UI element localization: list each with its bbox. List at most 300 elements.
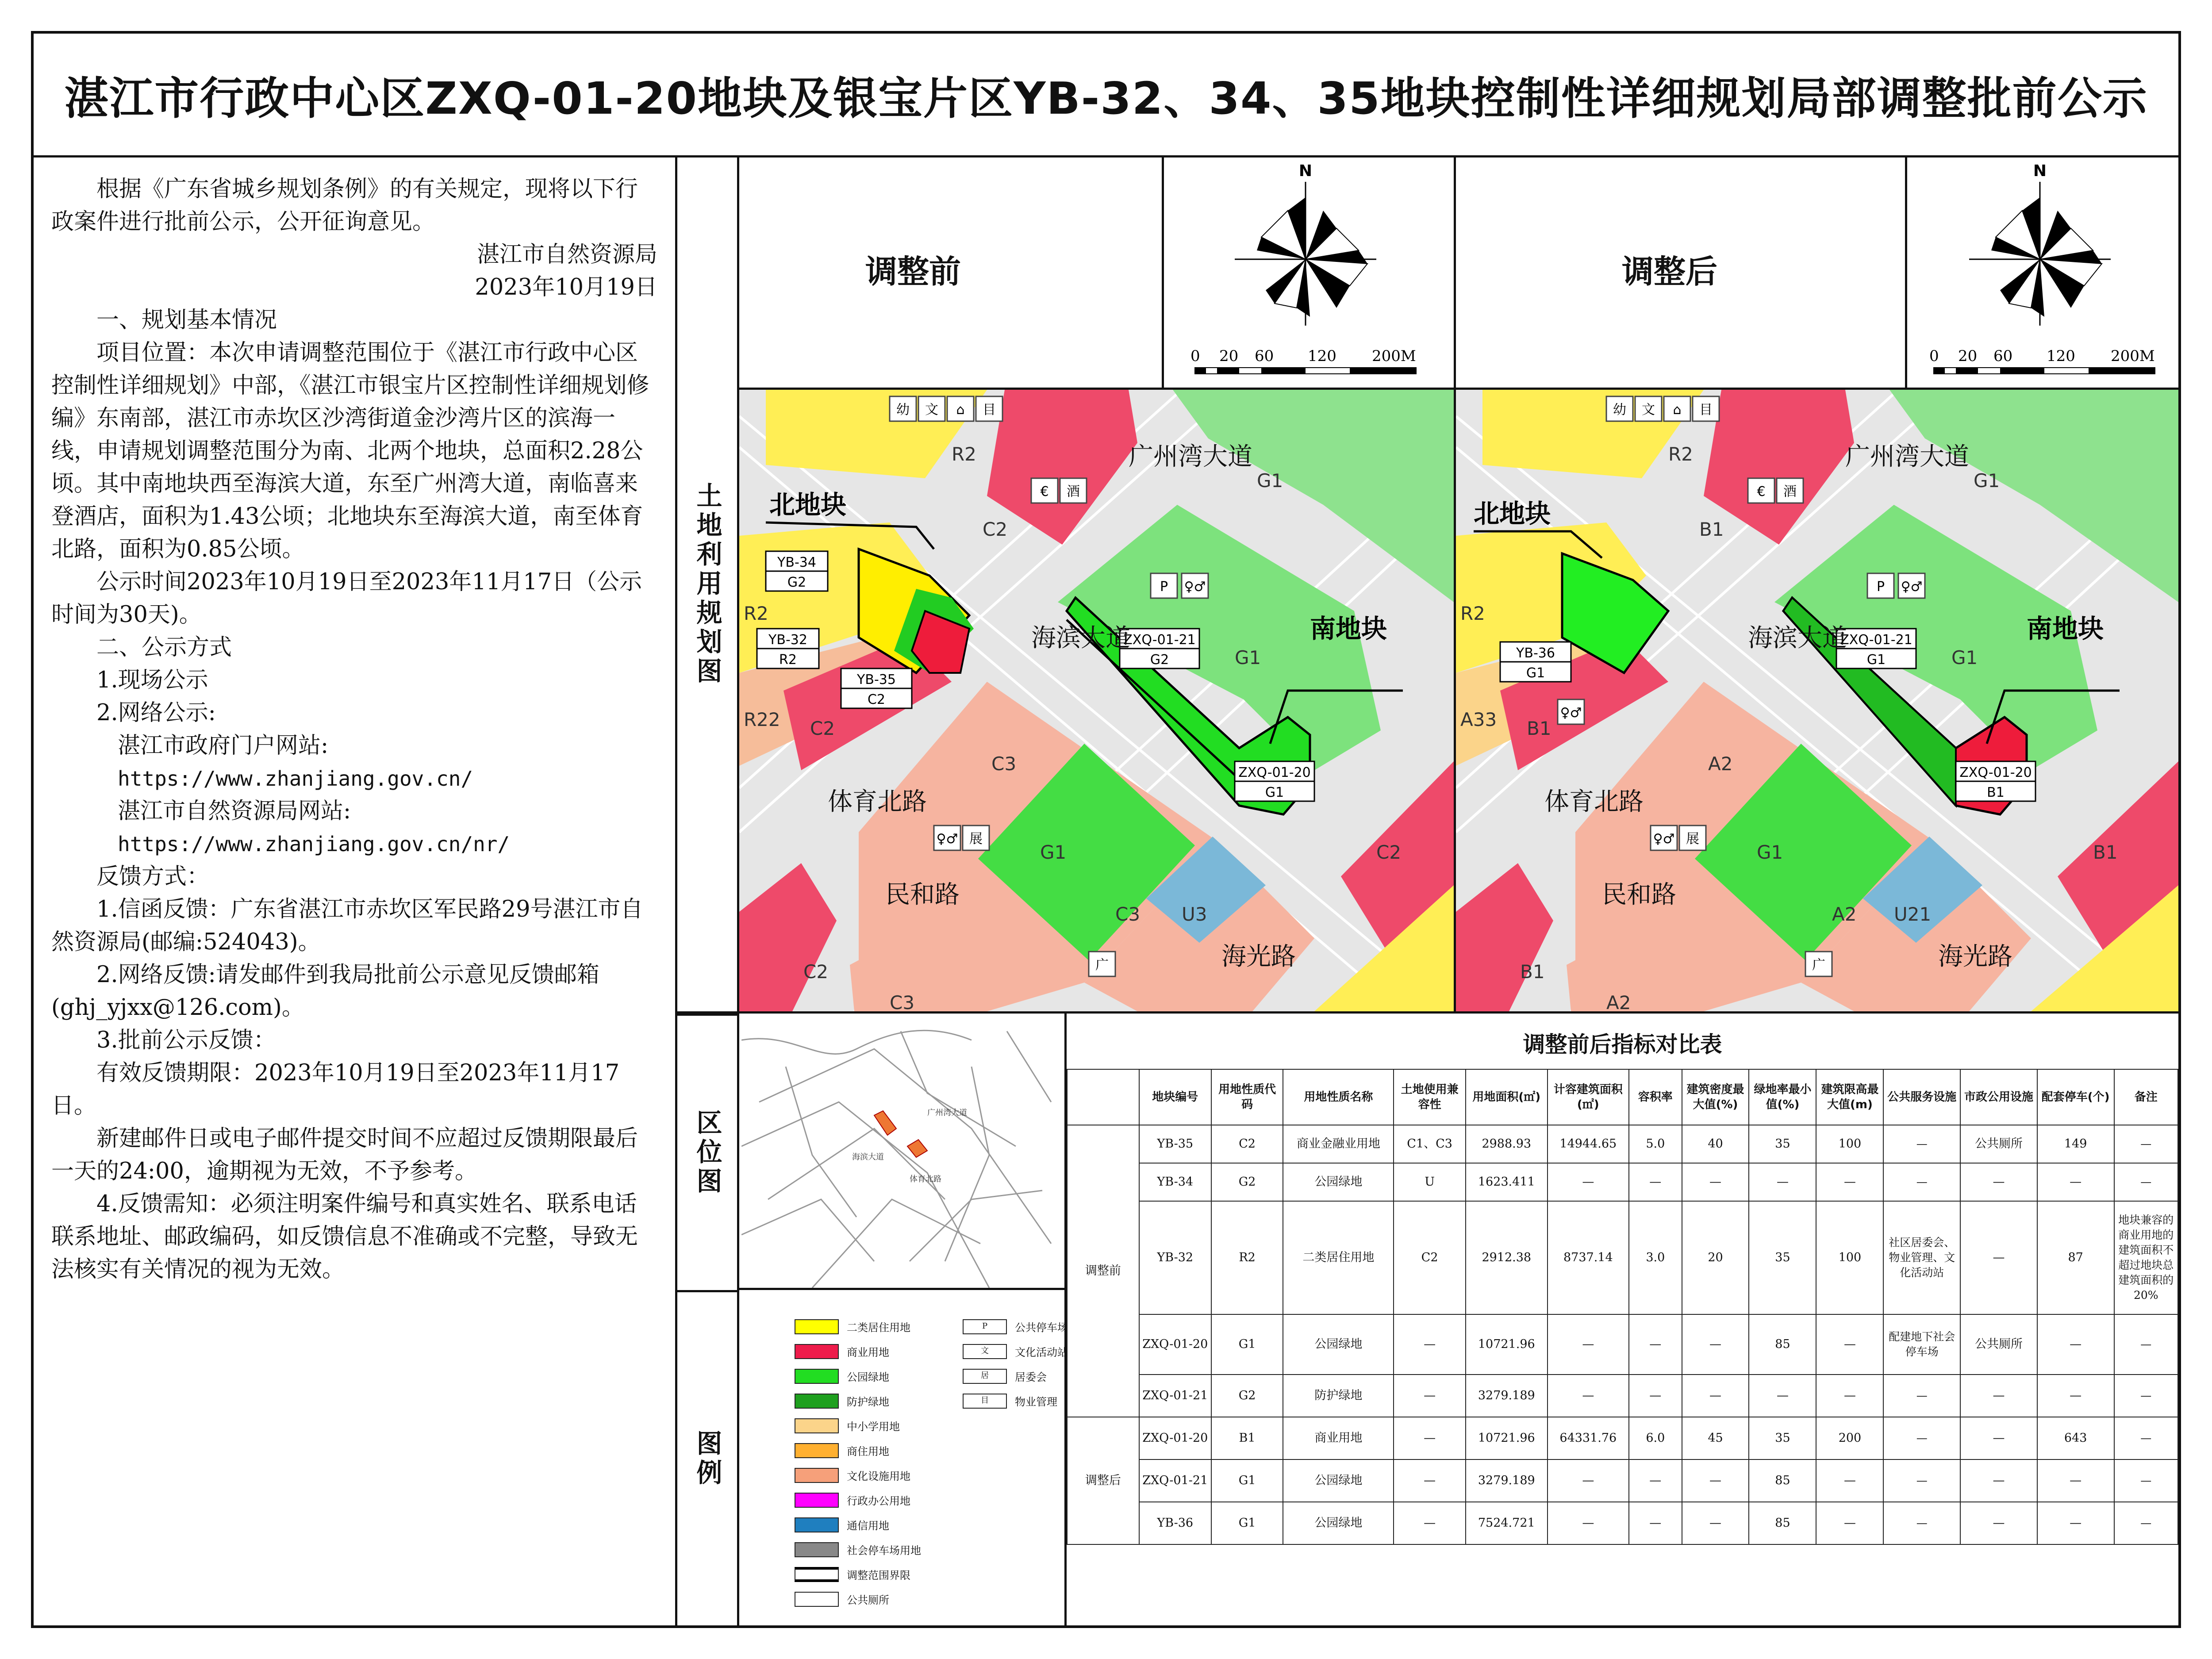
svg-text:C3: C3 <box>991 753 1017 775</box>
legend-swatch <box>795 1443 839 1458</box>
svg-text:R2: R2 <box>1460 603 1485 624</box>
svg-text:♀♂: ♀♂ <box>1901 579 1923 595</box>
svg-text:P: P <box>1876 579 1885 595</box>
svg-text:文: 文 <box>1642 402 1655 418</box>
nr-site-link[interactable]: https://www.zhanjiang.gov.cn/nr/ <box>118 832 510 856</box>
table-cell: 100 <box>1816 1125 1883 1163</box>
section-1-heading: 一、规划基本情况 <box>96 307 277 333</box>
table-cell: — <box>1682 1459 1749 1502</box>
legend-label: 通信用地 <box>847 1520 889 1532</box>
table-cell: YB-35 <box>1139 1125 1211 1163</box>
svg-text:B1: B1 <box>1527 718 1551 739</box>
table-cell: 二类居住用地 <box>1283 1201 1394 1314</box>
table-cell: 公共厕所 <box>1960 1314 2037 1375</box>
svg-text:C2: C2 <box>803 961 829 983</box>
table-cell: — <box>1629 1163 1682 1201</box>
table-cell: 35 <box>1749 1125 1816 1163</box>
table-cell: YB-34 <box>1139 1163 1211 1201</box>
north-label: N <box>1298 162 1313 180</box>
svg-text:幼: 幼 <box>896 402 910 418</box>
table-cell: 643 <box>2037 1417 2114 1459</box>
svg-text:ZXQ-01-20: ZXQ-01-20 <box>1238 765 1311 780</box>
table-cell: 2912.38 <box>1466 1201 1548 1314</box>
table-cell: 防护绿地 <box>1283 1375 1394 1417</box>
table-cell: 公园绿地 <box>1283 1314 1394 1375</box>
svg-text:⌂: ⌂ <box>956 402 965 418</box>
svg-text:G1: G1 <box>1526 665 1545 681</box>
legend-swatch <box>795 1319 839 1334</box>
legend-icon-item <box>963 1393 1057 1409</box>
table-cell: C2 <box>1211 1125 1283 1163</box>
table-cell: — <box>1960 1201 2037 1314</box>
svg-text:体育北路: 体育北路 <box>910 1175 941 1184</box>
table-cell: — <box>1394 1417 1466 1459</box>
table-header-cell: 公共服务设施 <box>1883 1069 1960 1125</box>
svg-text:G1: G1 <box>1951 647 1978 668</box>
table-cell: 公园绿地 <box>1283 1459 1394 1502</box>
label-location: 区位图 <box>677 1014 739 1290</box>
table-cell: — <box>1629 1459 1682 1502</box>
notice-period: 公示时间2023年10月19日至2023年11月17日（公示时间为30天)。 <box>51 569 642 628</box>
legend-swatch <box>795 1493 839 1508</box>
method-onsite: 1.现场公示 <box>96 667 208 693</box>
svg-text:广州湾大道: 广州湾大道 <box>927 1108 967 1118</box>
table-cell: G1 <box>1211 1502 1283 1544</box>
legend-item <box>795 1344 889 1359</box>
table-row <box>1067 1125 2178 1163</box>
legend-label: 二类居住用地 <box>847 1321 910 1334</box>
table-row <box>1067 1375 2178 1417</box>
svg-text:广: 广 <box>1095 957 1109 973</box>
svg-text:民和路: 民和路 <box>1602 880 1676 909</box>
table-header-cell: 用地面积(㎡) <box>1466 1069 1548 1125</box>
map-before <box>739 390 1454 1011</box>
table-cell: G1 <box>1211 1314 1283 1375</box>
legend-swatch <box>795 1369 839 1384</box>
table-cell: 87 <box>2037 1201 2114 1314</box>
map-after <box>1456 390 2178 1011</box>
table-cell: 85 <box>1749 1314 1816 1375</box>
table-cell: 配建地下社会停车场 <box>1883 1314 1960 1375</box>
svg-text:海滨大道: 海滨大道 <box>852 1152 884 1162</box>
method-online: 2.网络公示: <box>96 700 216 726</box>
table-group-label: 调整后 <box>1067 1417 1139 1544</box>
legend-item <box>795 1517 889 1532</box>
svg-text:♀♂: ♀♂ <box>936 831 958 847</box>
table-cell: — <box>1883 1163 1960 1201</box>
table-cell: 7524.721 <box>1466 1502 1548 1544</box>
table-cell: ZXQ-01-21 <box>1139 1375 1211 1417</box>
table-cell: — <box>2114 1459 2178 1502</box>
svg-text:文: 文 <box>925 402 938 418</box>
legend-label: 公共厕所 <box>847 1594 889 1606</box>
svg-text:体育北路: 体育北路 <box>828 787 927 816</box>
table-title: 调整前后指标对比表 <box>1523 1032 1722 1057</box>
legend-item <box>795 1467 910 1483</box>
legend-item <box>795 1319 910 1334</box>
table-cell: 100 <box>1816 1201 1883 1314</box>
table-cell: — <box>1960 1417 2037 1459</box>
svg-text:酒: 酒 <box>1067 484 1080 499</box>
legend-label: 中小学用地 <box>847 1421 900 1433</box>
south-block-label: 南地块 <box>2027 614 2104 644</box>
table-cell: — <box>1816 1314 1883 1375</box>
table-cell: 200 <box>1816 1417 1883 1459</box>
svg-text:60: 60 <box>1255 347 1274 365</box>
table-cell: — <box>1548 1459 1629 1502</box>
table-cell: 10721.96 <box>1466 1417 1548 1459</box>
table-cell: 3.0 <box>1629 1201 1682 1314</box>
table-cell: 6.0 <box>1629 1417 1682 1459</box>
label-legend: 图例 <box>677 1290 739 1625</box>
svg-text:海光路: 海光路 <box>1938 942 2012 971</box>
issue-date: 2023年10月19日 <box>475 274 657 300</box>
table-cell: — <box>1629 1375 1682 1417</box>
svg-text:20: 20 <box>1958 347 1978 365</box>
legend-swatch <box>795 1468 839 1483</box>
table-cell: 85 <box>1749 1502 1816 1544</box>
legend-icon-label: 居委会 <box>1015 1371 1047 1383</box>
table-cell: — <box>2114 1502 2178 1544</box>
table-cell: 社区居委会、物业管理、文化活动站 <box>1883 1201 1960 1314</box>
legend-icon: 文 <box>963 1344 1007 1359</box>
legend-item <box>795 1393 889 1409</box>
legend-icon: 目 <box>963 1394 1007 1409</box>
table-cell: B1 <box>1211 1417 1283 1459</box>
svg-text:U3: U3 <box>1182 903 1207 925</box>
north-block-label: 北地块 <box>1474 499 1551 529</box>
table-row <box>1067 1163 2178 1201</box>
issuer: 湛江市自然资源局 <box>476 242 657 268</box>
north-label: N <box>2033 162 2047 180</box>
table-cell: 1623.411 <box>1466 1163 1548 1201</box>
table-cell: 公园绿地 <box>1283 1163 1394 1201</box>
svg-text:G1: G1 <box>1866 652 1886 668</box>
svg-text:G1: G1 <box>1235 647 1261 668</box>
table-header-cell: 配套停车(个) <box>2037 1069 2114 1125</box>
svg-text:⌂: ⌂ <box>1673 402 1682 418</box>
table-cell: — <box>1394 1459 1466 1502</box>
table-cell: — <box>1883 1125 1960 1163</box>
table-cell: — <box>1548 1314 1629 1375</box>
legend-item <box>795 1591 889 1607</box>
svg-text:A33: A33 <box>1460 709 1497 730</box>
svg-text:广州湾大道: 广州湾大道 <box>1845 442 1969 471</box>
project-location: 项目位置：本次申请调整范围位于《湛江市行政中心区控制性详细规划》中部，《湛江市银宝片区控制性详细规划修编》东南部，湛江市赤坎区沙湾街道金沙湾片区的滨海一线，申请规划调整范围分为南、北两个地块，总面积2.28公顷。其中南地块西至海滨大道，东至广州湾大道，南临喜来登酒店，面积为1.43公顷；北地块东至海滨大道，南至体育北路，面积为0.85公顷。 <box>51 340 649 562</box>
svg-text:0: 0 <box>1190 347 1200 365</box>
svg-text:广州湾大道: 广州湾大道 <box>1129 442 1252 471</box>
table-cell: — <box>1682 1314 1749 1375</box>
table-cell: YB-32 <box>1139 1201 1211 1314</box>
table-cell: 商业金融业用地 <box>1283 1125 1394 1163</box>
nr-site-label: 湛江市自然资源局网站: <box>118 798 351 824</box>
svg-text:♀♂: ♀♂ <box>1184 579 1206 595</box>
svg-text:YB-32: YB-32 <box>768 632 807 648</box>
table-cell: 公共厕所 <box>1960 1125 2037 1163</box>
table-cell: — <box>1816 1163 1883 1201</box>
table-cell: — <box>1749 1375 1816 1417</box>
table-cell: — <box>1883 1502 1960 1544</box>
svg-text:€: € <box>1040 484 1049 499</box>
table-cell: — <box>2114 1125 2178 1163</box>
table-cell: — <box>2037 1163 2114 1201</box>
table-cell: — <box>1883 1459 1960 1502</box>
svg-text:目: 目 <box>1699 402 1713 418</box>
legend-item <box>795 1368 889 1384</box>
svg-text:ZXQ-01-21: ZXQ-01-21 <box>1840 632 1912 648</box>
table-header-cell: 市政公用设施 <box>1960 1069 2037 1125</box>
compass-rose-before <box>1164 157 1454 388</box>
svg-text:120: 120 <box>1308 347 1336 365</box>
svg-text:YB-35: YB-35 <box>857 672 896 687</box>
table-cell: — <box>1749 1163 1816 1201</box>
table-cell: — <box>1883 1417 1960 1459</box>
feedback-deadline: 新建邮件日或电子邮件提交时间不应超过反馈期限最后一天的24:00，逾期视为无效，不予参考。 <box>51 1125 638 1184</box>
svg-text:♀♂: ♀♂ <box>1560 705 1582 721</box>
gov-site-label: 湛江市政府门户网站: <box>118 733 329 759</box>
table-cell: — <box>1816 1459 1883 1502</box>
legend-icon-item <box>963 1344 1068 1359</box>
svg-text:G1: G1 <box>1265 785 1284 800</box>
feedback-email: 2.网络反馈:请发邮件到我局批前公示意见反馈邮箱(ghj_yjxx@126.com)。 <box>51 962 599 1021</box>
section-2-heading: 二、公示方式 <box>96 634 232 661</box>
svg-text:ZXQ-01-20: ZXQ-01-20 <box>1959 765 2032 780</box>
svg-text:广: 广 <box>1812 957 1825 973</box>
table-cell: — <box>1960 1502 2037 1544</box>
table-cell: ZXQ-01-20 <box>1139 1314 1211 1375</box>
svg-text:R2: R2 <box>779 652 797 668</box>
svg-text:YB-34: YB-34 <box>777 555 816 570</box>
table-cell: ZXQ-01-21 <box>1139 1459 1211 1502</box>
legend-label: 公园绿地 <box>847 1371 889 1383</box>
legend-icon-item <box>963 1319 1068 1334</box>
feedback-heading: 反馈方式： <box>96 864 210 890</box>
indicator-table <box>1067 1069 2178 1545</box>
table-cell: — <box>2037 1459 2114 1502</box>
table-cell: — <box>1960 1459 2037 1502</box>
table-cell: — <box>2114 1163 2178 1201</box>
intro: 根据《广东省城乡规划条例》的有关规定，现将以下行政案件进行批前公示，公开征询意见。 <box>51 176 638 235</box>
feedback-notes: 4.反馈需知：必须注明案件编号和真实姓名、联系电话联系地址、邮政编码，如反馈信息不准确或不完整，导致无法核实有关情况的视为无效。 <box>51 1191 638 1283</box>
svg-text:ZXQ-01-21: ZXQ-01-21 <box>1123 632 1196 648</box>
svg-text:A2: A2 <box>1606 992 1631 1011</box>
table-header-cell: 用地性质代码 <box>1211 1069 1283 1125</box>
legend-item <box>795 1418 900 1433</box>
table-cell: ZXQ-01-20 <box>1139 1417 1211 1459</box>
table-cell: 20 <box>1682 1201 1749 1314</box>
table-cell: 10721.96 <box>1466 1314 1548 1375</box>
svg-text:C3: C3 <box>890 992 915 1011</box>
table-cell: — <box>1682 1502 1749 1544</box>
svg-text:200M: 200M <box>2111 347 2155 365</box>
table-cell: — <box>1883 1375 1960 1417</box>
table-cell: — <box>1816 1375 1883 1417</box>
table-cell: U <box>1394 1163 1466 1201</box>
legend-icon-item <box>963 1368 1047 1384</box>
table-header-cell: 容积率 <box>1629 1069 1682 1125</box>
table-cell: 35 <box>1749 1417 1816 1459</box>
table-cell: — <box>1960 1163 2037 1201</box>
table-row <box>1067 1417 2178 1459</box>
svg-text:R2: R2 <box>952 443 976 465</box>
header-blank <box>1067 1069 1139 1125</box>
table-row <box>1067 1502 2178 1544</box>
svg-text:B1: B1 <box>1520 961 1545 983</box>
location-map <box>741 1014 1064 1288</box>
svg-text:A2: A2 <box>1832 903 1857 925</box>
svg-text:幼: 幼 <box>1613 402 1626 418</box>
table-cell: 8737.14 <box>1548 1201 1629 1314</box>
svg-text:C2: C2 <box>1376 841 1402 863</box>
legend-swatch <box>795 1517 839 1532</box>
legend-item <box>795 1443 889 1458</box>
svg-text:C3: C3 <box>1115 903 1141 925</box>
svg-text:U21: U21 <box>1894 903 1932 925</box>
table-cell: — <box>1629 1314 1682 1375</box>
svg-text:♀♂: ♀♂ <box>1653 831 1675 847</box>
svg-text:C2: C2 <box>983 518 1008 540</box>
table-cell: 3279.189 <box>1466 1459 1548 1502</box>
svg-text:G1: G1 <box>1040 841 1067 863</box>
legend-swatch <box>795 1542 839 1557</box>
svg-text:B1: B1 <box>1699 518 1724 540</box>
legend-label: 文化设施用地 <box>847 1470 910 1482</box>
table-cell: 40 <box>1682 1125 1749 1163</box>
svg-text:0: 0 <box>1929 347 1939 365</box>
notice-text <box>34 155 677 1625</box>
table-header-row <box>1067 1069 2178 1125</box>
svg-text:120: 120 <box>2047 347 2075 365</box>
table-cell: — <box>1394 1502 1466 1544</box>
svg-text:R2: R2 <box>744 603 768 624</box>
svg-text:海滨大道: 海滨大道 <box>1748 624 1847 653</box>
legend-label: 防护绿地 <box>847 1396 889 1408</box>
notice-frame <box>31 31 2181 1628</box>
svg-text:€: € <box>1757 484 1766 499</box>
label-landuse: 土地利用规划图 <box>677 155 739 1014</box>
svg-text:P: P <box>1160 579 1168 595</box>
table-cell: — <box>1960 1375 2037 1417</box>
svg-text:R22: R22 <box>744 709 780 730</box>
table-header-cell: 地块编号 <box>1139 1069 1211 1125</box>
table-cell: 35 <box>1749 1201 1816 1314</box>
table-cell: — <box>2037 1502 2114 1544</box>
table-header-cell: 建筑限高最大值(m) <box>1816 1069 1883 1125</box>
svg-text:60: 60 <box>1993 347 2013 365</box>
table-cell: — <box>2114 1375 2178 1417</box>
table-cell: 公园绿地 <box>1283 1502 1394 1544</box>
table-cell: — <box>2114 1314 2178 1375</box>
legend-label: 社会停车场用地 <box>847 1544 921 1557</box>
table-cell: — <box>1548 1375 1629 1417</box>
table-cell: — <box>1682 1375 1749 1417</box>
table-cell: 45 <box>1682 1417 1749 1459</box>
table-cell: 149 <box>2037 1125 2114 1163</box>
table-header-cell: 建筑密度最大值(%) <box>1682 1069 1749 1125</box>
legend-label: 调整范围界限 <box>847 1569 910 1582</box>
table-cell: — <box>1682 1163 1749 1201</box>
legend-item <box>795 1492 910 1508</box>
feedback-letter: 1.信函反馈：广东省湛江市赤坎区军民路29号湛江市自然资源局(邮编:524043)。 <box>51 896 643 955</box>
table-cell: 14944.65 <box>1548 1125 1629 1163</box>
feedback-valid: 有效反馈期限：2023年10月19日至2023年11月17日。 <box>51 1060 620 1119</box>
legend-swatch <box>795 1567 839 1582</box>
legend-label: 商住用地 <box>847 1445 889 1458</box>
svg-text:G1: G1 <box>1974 470 2000 492</box>
table-cell: 商业用地 <box>1283 1417 1394 1459</box>
table-cell: — <box>1548 1163 1629 1201</box>
table-cell: G2 <box>1211 1375 1283 1417</box>
feedback-pre: 3.批前公示反馈： <box>96 1027 276 1053</box>
table-cell: 85 <box>1749 1459 1816 1502</box>
page-title: 湛江市行政中心区ZXQ-01-20地块及银宝片区YB-32、34、35地块控制性详细规划局部调整批前公示 <box>34 34 2178 157</box>
table-cell: — <box>2037 1375 2114 1417</box>
south-block-label: 南地块 <box>1310 614 1387 644</box>
svg-text:海滨大道: 海滨大道 <box>1031 624 1130 653</box>
legend-icon-label: 文化活动站 <box>1015 1346 1068 1359</box>
table-cell: 地块兼容的商业用地的建筑面积不超过地块总建筑面积的20% <box>2114 1201 2178 1314</box>
svg-text:展: 展 <box>969 831 983 847</box>
table-cell: — <box>1394 1314 1466 1375</box>
legend-swatch <box>795 1344 839 1359</box>
table-cell: 5.0 <box>1629 1125 1682 1163</box>
table-header-cell: 备注 <box>2114 1069 2178 1125</box>
table-cell: — <box>1394 1375 1466 1417</box>
title-after: 调整后 <box>1622 253 1718 290</box>
legend-icon-label: 公共停车场 <box>1015 1321 1068 1334</box>
table-cell: 2988.93 <box>1466 1125 1548 1163</box>
table-header-cell: 土地使用兼容性 <box>1394 1069 1466 1125</box>
table-row <box>1067 1459 2178 1502</box>
legend-label: 商业用地 <box>847 1346 889 1359</box>
table-cell: C1、C3 <box>1394 1125 1466 1163</box>
svg-text:G1: G1 <box>1757 841 1783 863</box>
table-cell: G2 <box>1211 1163 1283 1201</box>
svg-text:G1: G1 <box>1257 470 1283 492</box>
table-row <box>1067 1314 2178 1375</box>
svg-text:20: 20 <box>1219 347 1239 365</box>
svg-text:R2: R2 <box>1668 443 1693 465</box>
table-cell: YB-36 <box>1139 1502 1211 1544</box>
legend-icon-label: 物业管理 <box>1015 1396 1057 1408</box>
divider-loc <box>739 1288 1064 1290</box>
svg-text:G2: G2 <box>787 575 806 590</box>
svg-text:C2: C2 <box>867 692 886 707</box>
legend-item <box>795 1567 910 1582</box>
svg-text:体育北路: 体育北路 <box>1544 787 1644 816</box>
legend-swatch <box>795 1418 839 1433</box>
table-header-cell: 计容建筑面积(㎡) <box>1548 1069 1629 1125</box>
svg-text:酒: 酒 <box>1783 484 1797 499</box>
legend-swatch <box>795 1592 839 1607</box>
table-row <box>1067 1201 2178 1314</box>
compass-rose-after <box>1907 157 2178 388</box>
table-header-cell: 用地性质名称 <box>1283 1069 1394 1125</box>
legend-icon: 居 <box>963 1369 1007 1384</box>
table-cell: G1 <box>1211 1459 1283 1502</box>
gov-site-link[interactable]: https://www.zhanjiang.gov.cn/ <box>118 767 473 791</box>
legend-icon: P <box>963 1319 1007 1334</box>
table-cell: — <box>1816 1502 1883 1544</box>
svg-text:B1: B1 <box>2093 841 2118 863</box>
table-cell: — <box>2037 1314 2114 1375</box>
table-cell: 64331.76 <box>1548 1417 1629 1459</box>
svg-text:200M: 200M <box>1372 347 1416 365</box>
legend-item <box>795 1542 921 1557</box>
svg-text:YB-36: YB-36 <box>1516 645 1555 661</box>
table-group-label: 调整前 <box>1067 1125 1139 1417</box>
table-cell: C2 <box>1394 1201 1466 1314</box>
